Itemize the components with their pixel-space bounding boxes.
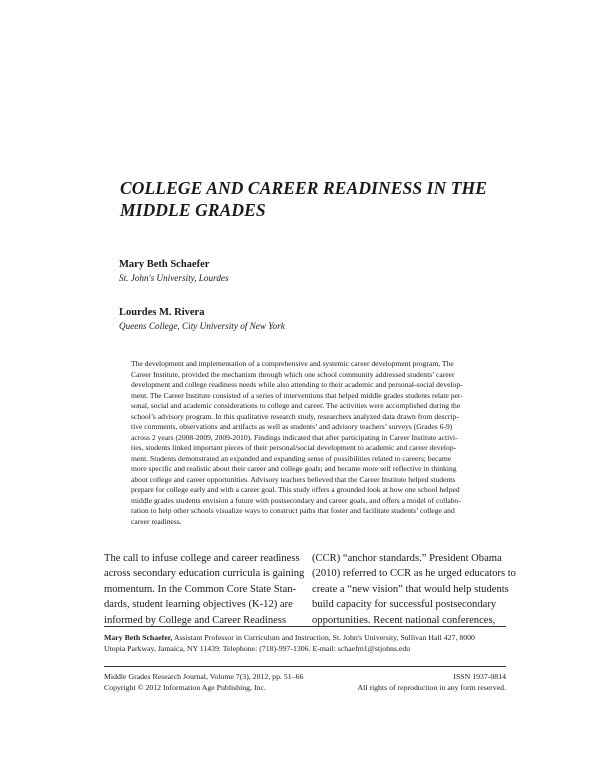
abstract-line: about college and career opportunities. Advisory teachers believed that the Career Institute helped students bbox=[131, 474, 456, 484]
abstract-line: middle grades students envision a future with postsecondary and career goals, and offers a model of collabo- bbox=[131, 495, 461, 505]
body-line: across secondary education curricula is gaining bbox=[104, 568, 305, 580]
body-column-right bbox=[312, 551, 516, 628]
body-line: opportunities. Recent national conferences, bbox=[312, 614, 496, 626]
body-line: momentum. In the Common Core State Stan- bbox=[104, 583, 297, 595]
publication-info bbox=[104, 671, 303, 693]
abstract-line: Career Institute, provided the mechanism through which one school community addressed students’ career bbox=[131, 369, 455, 379]
issn: ISSN 1937-0814 bbox=[453, 672, 506, 681]
footnote-line-1-text: Assistant Professor in Curriculum and Instruction, St. John's University, Sullivan Hall 427, 8000 bbox=[172, 633, 475, 642]
publication-rights bbox=[330, 671, 506, 693]
author-block-2 bbox=[119, 306, 285, 333]
abstract-line: more specific and realistic about their career and college goals; and became more self reflective in thinking bbox=[131, 464, 457, 473]
abstract-line: career readiness. bbox=[131, 516, 182, 526]
body-line: The call to infuse college and career readiness bbox=[104, 553, 300, 564]
author-name: Mary Beth Schaefer bbox=[119, 259, 210, 270]
publication-divider bbox=[104, 666, 506, 667]
author-affiliation: St. John's University, Lourdes bbox=[119, 273, 229, 283]
body-line: dards, student learning objectives (K-12) are bbox=[104, 599, 293, 611]
author-name: Lourdes M. Rivera bbox=[119, 307, 205, 318]
abstract-line: prepare for college early and with a career goal. This study offers a grounded look at how one school helped bbox=[131, 485, 460, 494]
journal-citation: Middle Grades Research Journal, Volume 7(3), 2012, pp. 51–66 bbox=[104, 672, 304, 681]
author-block-1 bbox=[119, 258, 229, 285]
rights-notice: All rights of reproduction in any form reserved. bbox=[357, 683, 506, 692]
body-line: create a “new vision” that would help students bbox=[312, 583, 509, 595]
body-line: informed by College and Career Readiness bbox=[104, 614, 287, 626]
abstract-line: ration to help other schools visualize ways to construct paths that foster and facilitate students’ college and bbox=[131, 506, 455, 515]
abstract-line: development and college readiness needs while also attending to their academic and personal-social develop- bbox=[131, 380, 463, 389]
article-title bbox=[120, 177, 520, 221]
abstract-line: The development and implementation of a comprehensive and systemic career development program, The bbox=[131, 359, 454, 368]
article-title-line-1: COLLEGE AND CAREER READINESS IN THE bbox=[120, 178, 488, 198]
footnote-divider bbox=[104, 626, 506, 627]
footnote-author-name: Mary Beth Schaefer, bbox=[104, 633, 173, 642]
copyright-notice: Copyright © 2012 Information Age Publishing, Inc. bbox=[104, 683, 266, 692]
footnote-line-2: Utopia Parkway, Jamaica, NY 11439. Telephone: (718)-997-1306. E-mail: schaefm1@stjohns.edu bbox=[104, 644, 411, 653]
footnote-line-1 bbox=[104, 632, 508, 643]
abstract-line: sonal, social and academic considerations to college and career. The activities were accomplished during the bbox=[131, 401, 461, 410]
abstract-line: school’s advisory program. In this qualitative research study, researchers analyzed data drawn from descrip- bbox=[131, 411, 459, 421]
abstract-line: ment. The Career Institute consisted of a series of interventions that helped middle grades students relate per- bbox=[131, 390, 463, 400]
body-column-left bbox=[104, 551, 305, 628]
abstract bbox=[131, 359, 501, 527]
author-footnote bbox=[104, 632, 508, 654]
abstract-line: across 2 years (2008-2009, 2009-2010). Findings indicated that after participating in Career Institute activi- bbox=[131, 432, 458, 442]
abstract-line: ties, students linked important pieces of their personal/social development to academic and career develop- bbox=[131, 443, 457, 452]
article-title-line-2: MIDDLE GRADES bbox=[120, 200, 266, 220]
author-affiliation: Queens College, City University of New York bbox=[119, 321, 285, 331]
body-line: (2010) referred to CCR as he urged educators to bbox=[312, 568, 516, 580]
body-line: build capacity for successful postsecondary bbox=[312, 599, 497, 611]
body-line: (CCR) “anchor standards.” President Obama bbox=[312, 553, 502, 564]
abstract-line: ment. Students demonstrated an expanded and expanding sense of possibilities related to careers; became bbox=[131, 453, 452, 463]
abstract-line: tive comments, observations and artifacts as well as students’ and advisory teachers’ surveys (Grades 6-9) bbox=[131, 422, 453, 431]
